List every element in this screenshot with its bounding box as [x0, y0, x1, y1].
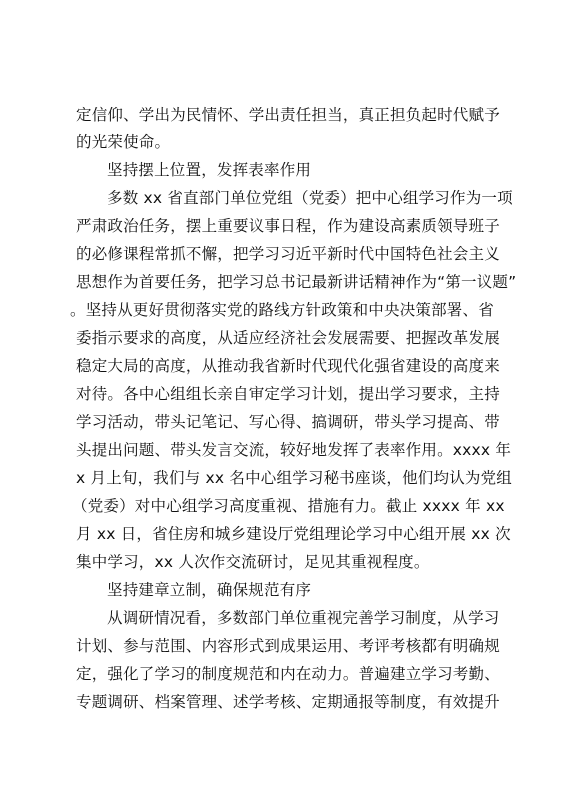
- body-text-line: 思想作为首要任务，把学习总书记最新讲话精神作为“第一议题”: [76, 273, 517, 291]
- section-heading: 坚持摆上位置，发挥表率作用: [107, 161, 312, 179]
- body-text-line: 的必修课程常抓不懈，把学习习近平新时代中国特色社会主义: [76, 245, 500, 263]
- body-text-line: x 月上旬，我们与 xx 名中心组学习秘书座谈，他们均认为党组: [76, 469, 513, 487]
- body-text-line: 。坚持从更好贯彻落实党的路线方针政策和中央决策部署、省: [70, 301, 494, 319]
- body-text-line: 定信仰、学出为民情怀、学出责任担当，真正担负起时代赋予: [76, 106, 500, 124]
- body-text-line: 定，强化了学习的制度规范和内在动力。普遍建立学习考勤、: [76, 665, 500, 683]
- body-text-line: 学习活动，带头记笔记、写心得、搞调研，带头学习提高、带: [76, 413, 500, 431]
- body-text-line: 月 xx 日，省住房和城乡建设厅党组理论学习中心组开展 xx 次: [76, 525, 511, 543]
- body-text-line: 多数 xx 省直部门单位党组（党委）把中心组学习作为一项: [107, 189, 513, 207]
- body-text-line: 对待。各中心组组长亲自审定学习计划，提出学习要求，主持: [76, 385, 500, 403]
- body-text-line: 集中学习，xx 人次作交流研讨，足见其重视程度。: [76, 553, 430, 571]
- body-text-line: 从调研情况看，多数部门单位重视完善学习制度，从学习: [107, 609, 500, 627]
- body-text-line: 的光荣使命。: [76, 133, 171, 151]
- body-text-line: 专题调研、档案管理、述学考核、定期通报等制度，有效提升: [76, 693, 500, 711]
- body-text-line: （党委）对中心组学习高度重视、措施有力。截止 xxxx 年 xx: [72, 497, 505, 515]
- body-text-line: 头提出问题、带头发言交流，较好地发挥了表率作用。xxxx 年: [76, 441, 512, 459]
- body-text-line: 稳定大局的高度，从推动我省新时代现代化强省建设的高度来: [76, 357, 500, 375]
- body-text-line: 委指示要求的高度，从适应经济社会发展需要、把握改革发展: [76, 329, 500, 347]
- section-heading: 坚持建章立制，确保规范有序: [107, 581, 312, 599]
- body-text-line: 严肃政治任务，摆上重要议事日程，作为建设高素质领导班子: [76, 217, 500, 235]
- body-text-line: 计划、参与范围、内容形式到成果运用、考评考核都有明确规: [76, 637, 500, 655]
